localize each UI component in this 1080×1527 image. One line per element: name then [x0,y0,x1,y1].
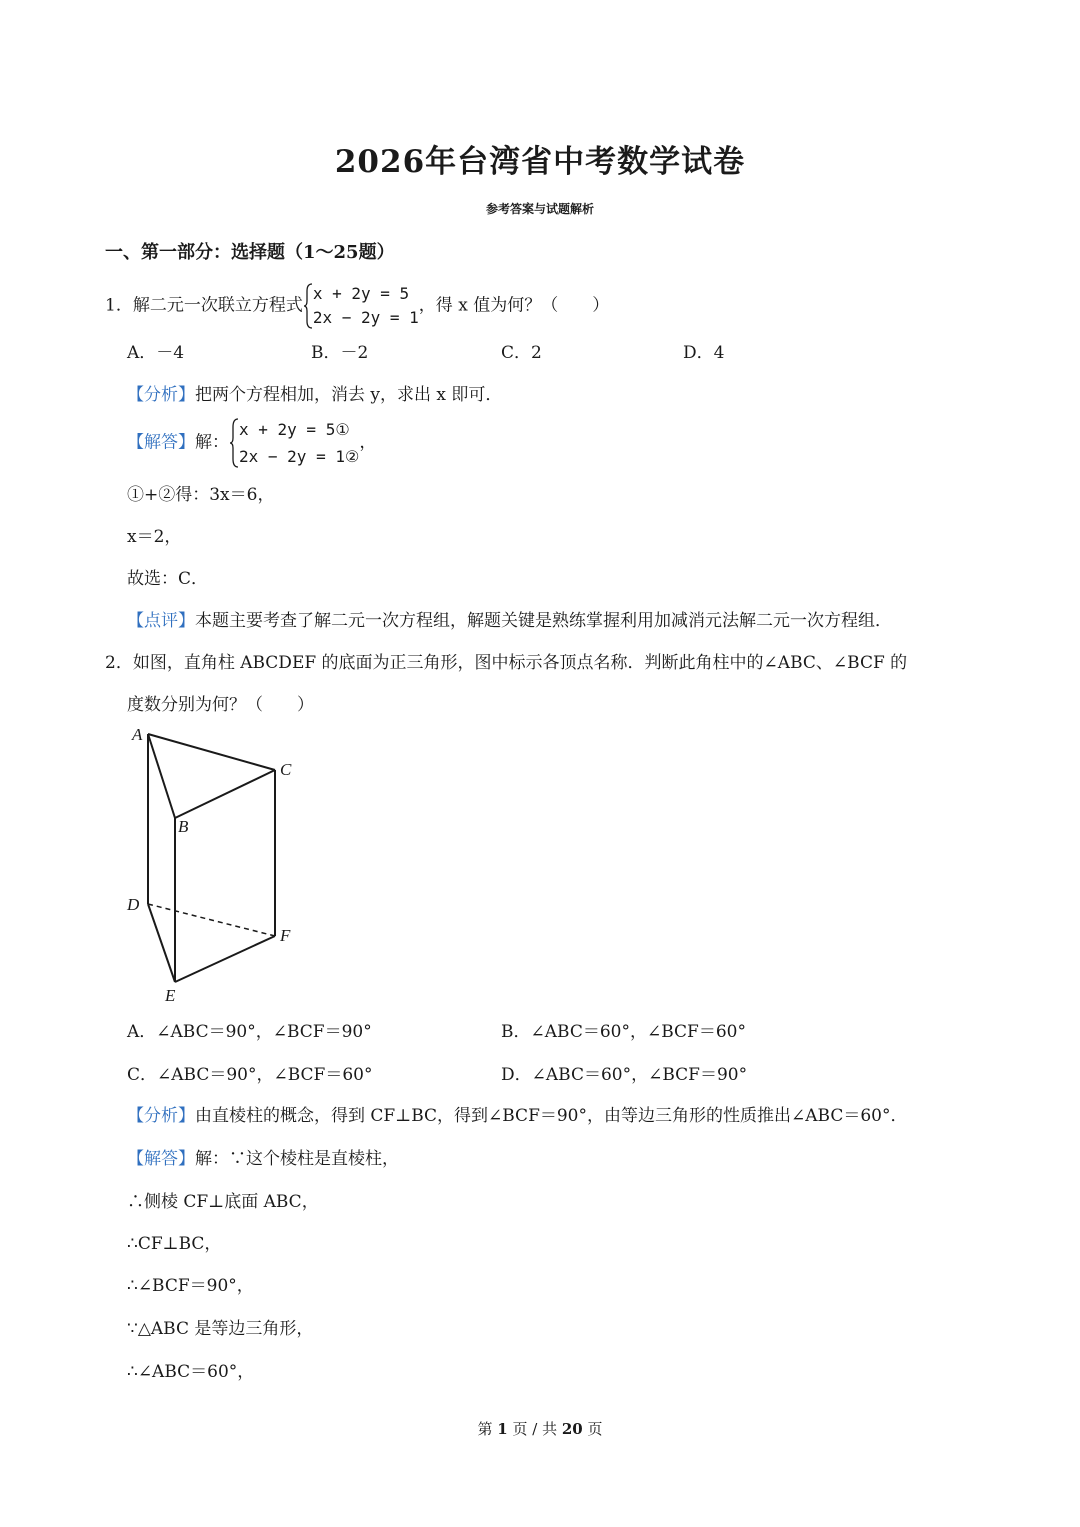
page-footer [0,1418,1080,1439]
vertex-label-d: D [127,895,140,914]
vertex-label-b: B [178,817,189,836]
q2-option-a: A．∠ABC＝90°，∠BCF＝90° [127,1022,372,1042]
q1-analysis [127,380,502,405]
q1-answer-equation-2: 2x − 2y = 1② [239,447,360,466]
document-title: 2026年台湾省中考数学试卷 [334,144,746,180]
q2-step-5: ∴∠ABC＝60°， [127,1362,255,1382]
q2-analysis [127,1101,907,1126]
q1-option-c: C．2 [501,343,542,363]
q1-equation-2: 2x − 2y = 1 [312,308,419,327]
edge-ac [148,734,275,770]
q1-answer-equation-1: x + 2y = 5① [239,420,350,439]
vertex-label-f: F [280,926,291,945]
q2-step-3: ∴∠BCF＝90°， [127,1276,254,1296]
q1-option-a: A．－4 [127,343,185,363]
section-heading: 一、第一部分：选择题（1～25题） [105,242,395,263]
vertex-label-a: A [132,725,143,744]
q2-step-4: ∵△ABC 是等边三角形， [127,1319,314,1339]
footer-middle: 页 / 共 [512,1420,558,1438]
q2-answer [127,1144,399,1169]
q2-option-d: D．∠ABC＝60°，∠BCF＝90° [501,1065,748,1085]
q1-review [127,606,892,631]
q2-step-2: ∴CF⊥BC， [127,1234,222,1254]
vertex-label-c: C [280,760,292,779]
edge-ab [148,734,175,818]
q1-review-text: 本题主要考查了解二元一次方程组，解题关键是熟练掌握利用加减消元法解二元一次方程组． [195,611,892,631]
q2-analysis-text: 由直棱柱的概念，得到 CF⊥BC，得到∠BCF＝90°，由等边三角形的性质推出∠ABC＝60°． [195,1106,908,1126]
review-tag: 【点评】 [127,611,195,631]
brace-icon [229,418,239,468]
footer-prefix: 第 [477,1420,493,1438]
q2-answer-text: 解：∵这个棱柱是直棱柱， [195,1149,399,1169]
brace-icon [303,283,313,329]
q1-option-b: B．－2 [311,343,369,363]
q1-step-1: ①+②得：3x＝6， [127,485,275,505]
q1-answer-system-suffix: ， [359,432,377,453]
total-pages: 20 [561,1420,583,1438]
q2-stem-line-1: 2．如图，直角柱 ABCDEF 的底面为正三角形，图中标示各顶点名称．判断此角柱中的∠ABC、∠BCF 的 [105,653,908,673]
q1-equation-system [313,282,419,330]
page-number: 1 [497,1420,508,1438]
q1-equation-1: x + 2y = 5 [312,284,410,303]
q1-analysis-text: 把两个方程相加，消去 y，求出 x 即可． [195,385,503,405]
edge-de [148,904,175,982]
document-subtitle: 参考答案与试题解析 [485,202,594,216]
answer-tag: 【解答】 [127,1149,195,1169]
edge-ef [175,936,275,982]
q1-stem [105,282,609,330]
q1-answer-system [239,416,359,470]
analysis-tag: 【分析】 [127,1106,195,1126]
q1-answer [127,416,376,470]
q1-stem-suffix: ，得 x 值为何？（ ） [418,295,610,316]
footer-suffix: 页 [587,1420,603,1438]
q1-option-d: D．4 [683,343,725,363]
q1-answer-prefix: 解： [195,432,229,453]
prism-figure [120,720,320,1010]
q1-step-2: x＝2， [127,527,182,547]
answer-tag: 【解答】 [127,432,195,453]
q2-option-b: B．∠ABC＝60°，∠BCF＝60° [501,1022,746,1042]
q2-stem-line-2: 度数分别为何？（ ） [127,695,314,715]
q2-option-c: C．∠ABC＝90°，∠BCF＝60° [127,1065,373,1085]
q2-step-1: ∴侧棱 CF⊥底面 ABC， [127,1192,319,1212]
q1-stem-prefix: 1．解二元一次联立方程式 [105,295,303,316]
vertex-label-e: E [165,986,176,1005]
q1-step-3: 故选：C． [127,569,209,589]
edge-bc [175,770,275,818]
analysis-tag: 【分析】 [127,385,195,405]
edge-df-hidden [148,904,275,936]
